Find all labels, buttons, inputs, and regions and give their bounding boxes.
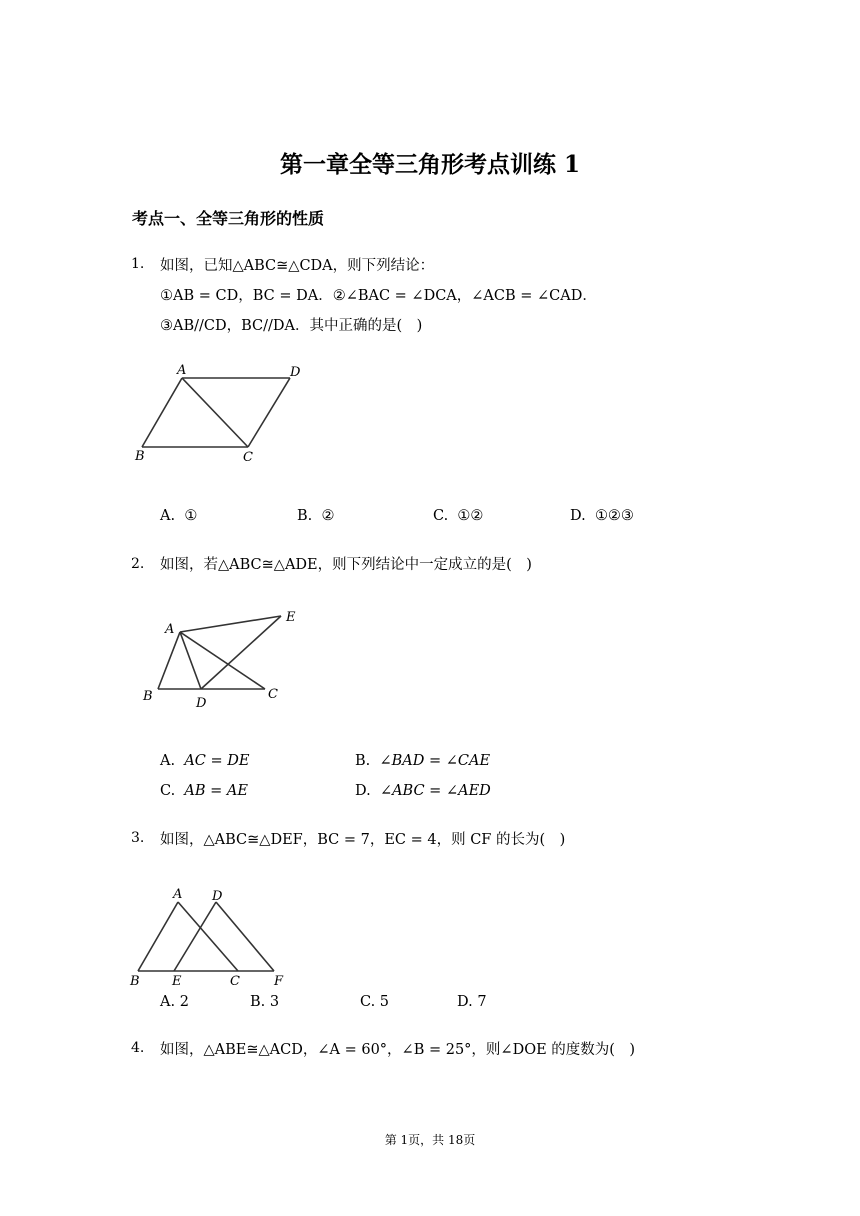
figure-label: C bbox=[268, 687, 278, 702]
option-c[interactable]: C. ①② bbox=[433, 508, 484, 524]
question-number: 4. bbox=[131, 1040, 145, 1056]
page-footer: 第 1页，共 18页 bbox=[384, 1133, 476, 1147]
option-b[interactable]: B. ② bbox=[297, 508, 335, 524]
option-d[interactable]: D. ∠ABC = ∠AED bbox=[355, 783, 491, 799]
option-b[interactable]: B. ∠BAD = ∠CAE bbox=[355, 753, 491, 769]
figure-label: C bbox=[230, 974, 240, 989]
question-text: ①AB = CD，BC = DA．②∠BAC = ∠DCA，∠ACB = ∠CAD． bbox=[160, 288, 597, 304]
option-a[interactable]: A. AC = DE bbox=[160, 753, 250, 769]
option-a[interactable]: A. 2 bbox=[160, 994, 189, 1010]
figure-label: E bbox=[172, 974, 182, 989]
question-text: 如图，已知△ABC≅△CDA，则下列结论： bbox=[160, 258, 435, 274]
figure-label: A bbox=[177, 363, 187, 378]
option-b[interactable]: B. 3 bbox=[250, 994, 280, 1010]
option-c[interactable]: C. AB = AE bbox=[160, 783, 248, 799]
figure-label: F bbox=[274, 974, 284, 989]
figure-triangles-abc-ade bbox=[135, 605, 315, 715]
question-text: 如图，△ABE≅△ACD，∠A = 60°，∠B = 25°，则∠DOE 的度数为( ) bbox=[160, 1042, 636, 1058]
figure-label: B bbox=[143, 689, 153, 704]
figure-parallelogram-abcd bbox=[130, 360, 330, 470]
figure-label: B bbox=[130, 974, 140, 989]
question-number: 2. bbox=[131, 556, 145, 572]
option-d[interactable]: D. 7 bbox=[457, 994, 487, 1010]
question-text: 如图，△ABC≅△DEF，BC = 7，EC = 4，则 CF 的长为( ) bbox=[160, 832, 566, 848]
figure-label: A bbox=[173, 887, 183, 902]
section-heading: 考点一、全等三角形的性质 bbox=[132, 209, 325, 228]
figure-label: B bbox=[135, 449, 145, 464]
figure-label: A bbox=[165, 622, 175, 637]
question-text: ③AB//CD，BC//DA．其中正确的是( ) bbox=[160, 318, 423, 334]
option-a[interactable]: A. ① bbox=[160, 508, 198, 524]
question-number: 1. bbox=[131, 256, 145, 272]
figure-label: E bbox=[286, 610, 296, 625]
figure-label: D bbox=[290, 365, 301, 380]
question-number: 3. bbox=[131, 830, 145, 846]
option-d[interactable]: D. ①②③ bbox=[570, 508, 634, 524]
page-title: 第一章全等三角形考点训练 1 bbox=[279, 151, 580, 178]
figure-triangles-abc-def bbox=[128, 884, 298, 992]
question-text: 如图，若△ABC≅△ADE，则下列结论中一定成立的是( ) bbox=[160, 557, 532, 573]
figure-label: D bbox=[212, 889, 223, 904]
figure-label: D bbox=[196, 696, 207, 711]
figure-label: C bbox=[243, 450, 253, 465]
option-c[interactable]: C. 5 bbox=[360, 994, 390, 1010]
